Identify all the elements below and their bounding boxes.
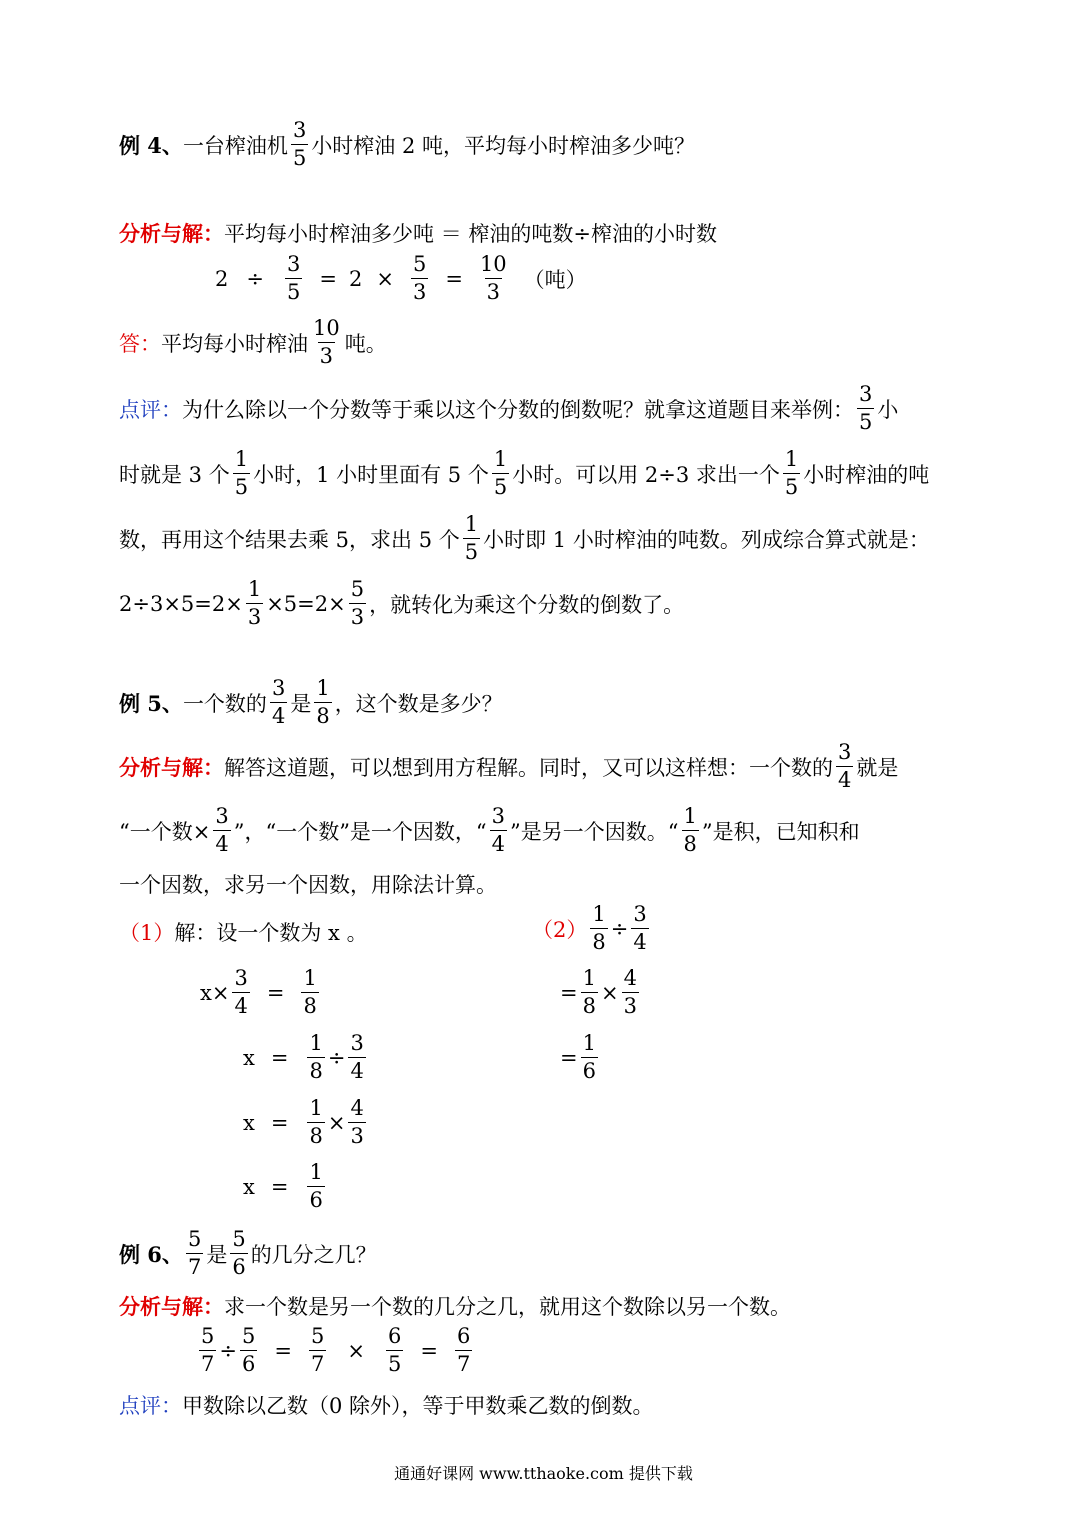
fraction: 1 8	[303, 966, 317, 1018]
fraction: 1 6	[309, 1160, 323, 1212]
ex6-analysis: 分析与解： 求一个数是另一个数的几分之几，就用这个数除以另一个数。	[119, 1291, 791, 1321]
fraction: $\frac{3}{4}$	[633, 902, 647, 954]
ex4-comment-line1: 点评： 为什么除以一个分数等于乘以这个分数的倒数呢？就拿这道题目来举例： 3 5 小	[119, 382, 899, 434]
fraction: 10 3	[479, 252, 507, 304]
ex5-method2-step1: （2） $\frac{1}{8}$ ÷ $\frac{3}{4}$	[532, 902, 647, 954]
fraction: 3 4	[271, 676, 286, 728]
ex5-analysis-line1: 分析与解： 解答这道题，可以想到用方程解。同时，又可以这样想：一个数的 3 4 就是	[119, 740, 899, 792]
fraction: $\frac{3}{4}$	[350, 1031, 364, 1083]
method2-label: （2）	[532, 917, 588, 942]
ex4-comment-line3: 数，再用这个结果去乘 5，求出 5 个 1 5 小时即 1 小时榨油的吨数。列成综合算式就是：	[119, 512, 930, 564]
comment-label: 点评：	[119, 397, 182, 422]
ex6-question: 例 6、 5 7 是 5 6 的几分之几？	[119, 1227, 377, 1279]
fraction: $\frac{1}{8}$	[592, 902, 606, 954]
page-footer: 通通好课网 www.tthaoke.com 提供下载	[394, 1464, 693, 1483]
fraction: 3 5	[286, 252, 301, 304]
ex6-comment: 点评： 甲数除以乙数（0 除外），等于甲数乘乙数的倒数。	[119, 1390, 654, 1420]
fraction: 3 5	[859, 382, 873, 434]
fraction: $\frac{1}{8}$	[582, 966, 596, 1018]
fraction: $\frac{5}{7}$	[201, 1324, 215, 1376]
ex5-method1-header: （1） 解：设一个数为 x 。	[119, 917, 368, 947]
ex6-equation: $\frac{5}{7}$ ÷ $\frac{5}{6}$ = 5 7 × 6 5 = 6 7	[201, 1324, 471, 1376]
answer-label: 答：	[119, 331, 161, 356]
fraction: $\frac{4}{3}$	[623, 966, 637, 1018]
ex4-answer: 答： 平均每小时榨油 10 3 吨。	[119, 316, 387, 368]
fraction: $\frac{1}{6}$	[582, 1031, 596, 1083]
fraction: 1 8	[316, 676, 330, 728]
fraction: $\frac{1}{8}$	[309, 1096, 323, 1148]
analysis-label: 分析与解：	[119, 754, 224, 780]
fraction: 5 3	[412, 252, 427, 304]
ex5-method1-step3: x = $\frac{1}{8}$ × $\frac{4}{3}$	[243, 1096, 364, 1148]
fraction: 6 7	[456, 1324, 471, 1376]
ex5-method2-step3: = $\frac{1}{6}$	[560, 1031, 596, 1083]
ex5-label: 例 5、	[119, 690, 183, 716]
fraction: 5 6	[232, 1227, 246, 1279]
fraction: $\frac{1}{3}$	[247, 577, 262, 629]
ex5-method1-step1: x× $\frac{3}{4}$ = 1 8	[200, 966, 317, 1018]
fraction: 1 5	[464, 512, 479, 564]
fraction: $\frac{3}{4}$	[234, 966, 248, 1018]
ex4-equation: 2 ÷ 3 5 = 2 × 5 3 = 10 3 （吨）	[215, 252, 587, 304]
fraction: 6 5	[387, 1324, 402, 1376]
fraction: $\frac{5}{3}$	[350, 577, 365, 629]
fraction: 1 5	[234, 447, 249, 499]
fraction: 3 4	[491, 804, 506, 856]
fraction: $\frac{4}{3}$	[350, 1096, 364, 1148]
fraction: 1 5	[493, 447, 508, 499]
ex4-question: 例 4、 一台榨油机 3 5 小时榨油 2 吨，平均每小时榨油多少吨？	[119, 118, 696, 170]
fraction: 5 7	[187, 1227, 202, 1279]
fraction: $\frac{5}{6}$	[241, 1324, 256, 1376]
fraction: $\frac{1}{8}$	[309, 1031, 323, 1083]
ex4-label: 例 4、	[119, 132, 183, 158]
analysis-label: 分析与解：	[119, 221, 224, 246]
ex5-method2-step2: = $\frac{1}{8}$ × $\frac{4}{3}$	[560, 966, 637, 1018]
ex5-method1-step4: x = 1 6	[243, 1160, 323, 1212]
comment-label: 点评：	[119, 1394, 182, 1418]
fraction: $\frac{3}{4}$	[215, 804, 229, 856]
fraction: 3 5	[292, 118, 307, 170]
fraction: 3 4	[838, 740, 852, 792]
ex5-question: 例 5、 一个数的 3 4 是 1 8 ，这个数是多少？	[119, 676, 503, 728]
ex4-comment-line4: 2÷3×5=2× $\frac{1}{3}$ ×5=2× $\frac{5}{3}$ ，就转化为乘这个分数的倒数了。	[119, 577, 685, 629]
ex4-comment-line2: 时就是 3 个 1 5 小时，1 小时里面有 5 个 1 5 小时。可以用 2÷3 求出一个 1 5 小时榨油的吨	[119, 447, 930, 499]
ex4-analysis: 分析与解： 平均每小时榨油多少吨 ＝ 榨油的吨数÷榨油的小时数	[119, 218, 717, 248]
analysis-label: 分析与解：	[119, 1294, 224, 1319]
ex5-analysis-line3: 一个因数，求另一个因数，用除法计算。	[119, 873, 497, 897]
fraction: 1 5	[784, 447, 799, 499]
ex5-method1-step2: x = $\frac{1}{8}$ ÷ $\frac{3}{4}$	[243, 1031, 364, 1083]
fraction: 10 3	[313, 316, 340, 368]
fraction: 1 8	[683, 804, 697, 856]
fraction: 5 7	[310, 1324, 325, 1376]
method1-label: （1）	[119, 921, 175, 945]
ex6-label: 例 6、	[119, 1241, 183, 1267]
ex5-analysis-line2: “一个数× $\frac{3}{4}$ ”，“一个数”是一个因数，“ 3 4 ”是另一个因数。“ 1 8 ”是积，已知积和	[119, 804, 860, 856]
